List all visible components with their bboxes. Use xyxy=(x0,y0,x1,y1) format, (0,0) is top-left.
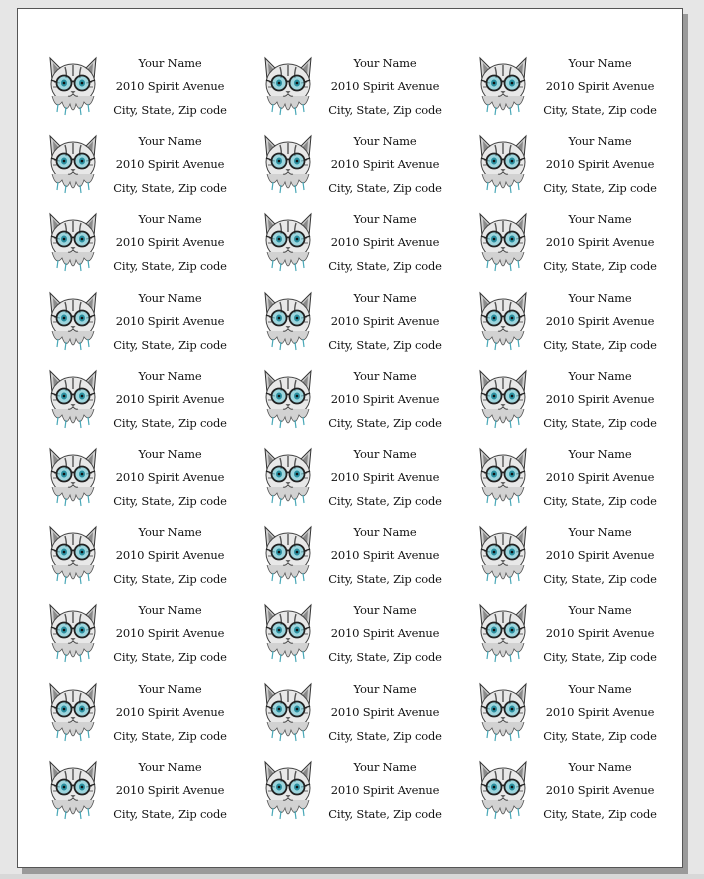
address-label xyxy=(448,129,663,207)
label-street: 2010 Spirit Avenue xyxy=(545,704,655,719)
cat-with-glasses-icon xyxy=(470,365,536,431)
cat-with-glasses-icon xyxy=(40,678,106,744)
label-city: City, State, Zip code xyxy=(113,572,227,587)
address-label xyxy=(18,51,233,129)
cat-with-glasses-icon xyxy=(255,365,321,431)
label-city: City, State, Zip code xyxy=(113,259,227,274)
label-street: 2010 Spirit Avenue xyxy=(115,782,225,797)
label-street: 2010 Spirit Avenue xyxy=(330,313,440,328)
label-street: 2010 Spirit Avenue xyxy=(115,79,225,93)
label-city: City, State, Zip code xyxy=(543,337,657,352)
label-grid xyxy=(18,9,682,867)
label-city: City, State, Zip code xyxy=(113,103,227,117)
label-name: Your Name xyxy=(138,759,202,774)
cat-with-glasses-icon xyxy=(255,678,321,744)
label-name: Your Name xyxy=(353,603,417,618)
address-label xyxy=(448,677,663,755)
address-label xyxy=(233,677,448,755)
label-street: 2010 Spirit Avenue xyxy=(545,548,655,563)
address-label xyxy=(18,520,233,598)
cat-with-glasses-icon xyxy=(470,678,536,744)
label-name: Your Name xyxy=(568,56,632,70)
label-name: Your Name xyxy=(353,759,417,774)
label-street: 2010 Spirit Avenue xyxy=(115,391,225,406)
cat-with-glasses-icon xyxy=(255,287,321,353)
label-city: City, State, Zip code xyxy=(543,494,657,508)
cat-with-glasses-icon xyxy=(40,443,106,509)
cat-with-glasses-icon xyxy=(40,208,106,274)
label-city: City, State, Zip code xyxy=(328,415,442,430)
label-name: Your Name xyxy=(138,290,202,305)
label-name: Your Name xyxy=(568,759,632,774)
cat-with-glasses-icon xyxy=(255,521,321,587)
label-street: 2010 Spirit Avenue xyxy=(330,704,440,719)
label-city: City, State, Zip code xyxy=(113,494,227,508)
cat-with-glasses-icon xyxy=(40,521,106,587)
cat-with-glasses-icon xyxy=(40,287,106,353)
label-city: City, State, Zip code xyxy=(328,728,442,743)
label-name: Your Name xyxy=(568,525,632,540)
label-name: Your Name xyxy=(353,368,417,383)
address-label xyxy=(233,286,448,364)
label-city: City, State, Zip code xyxy=(543,415,657,430)
cat-with-glasses-icon xyxy=(255,130,321,196)
label-name: Your Name xyxy=(353,212,417,227)
label-name: Your Name xyxy=(353,290,417,305)
label-street: 2010 Spirit Avenue xyxy=(330,235,440,250)
cat-with-glasses-icon xyxy=(40,130,106,196)
label-street: 2010 Spirit Avenue xyxy=(115,157,225,172)
label-street: 2010 Spirit Avenue xyxy=(115,235,225,250)
label-city: City, State, Zip code xyxy=(113,650,227,665)
cat-with-glasses-icon xyxy=(470,521,536,587)
label-city: City, State, Zip code xyxy=(328,259,442,274)
address-label xyxy=(18,598,233,676)
label-city: City, State, Zip code xyxy=(328,181,442,196)
label-street: 2010 Spirit Avenue xyxy=(545,313,655,328)
address-label xyxy=(233,755,448,833)
label-name: Your Name xyxy=(138,603,202,618)
label-street: 2010 Spirit Avenue xyxy=(115,704,225,719)
address-label xyxy=(448,364,663,442)
address-label xyxy=(233,442,448,520)
cat-with-glasses-icon xyxy=(470,130,536,196)
label-street: 2010 Spirit Avenue xyxy=(115,626,225,641)
label-name: Your Name xyxy=(568,603,632,618)
label-street: 2010 Spirit Avenue xyxy=(545,391,655,406)
address-label xyxy=(233,364,448,442)
label-name: Your Name xyxy=(568,290,632,305)
label-name: Your Name xyxy=(353,681,417,696)
label-name: Your Name xyxy=(568,212,632,227)
cat-with-glasses-icon xyxy=(255,756,321,822)
address-label xyxy=(233,598,448,676)
label-street: 2010 Spirit Avenue xyxy=(115,470,225,484)
address-label xyxy=(233,207,448,285)
label-city: City, State, Zip code xyxy=(543,103,657,117)
address-label xyxy=(18,129,233,207)
label-city: City, State, Zip code xyxy=(328,572,442,587)
cat-with-glasses-icon xyxy=(470,443,536,509)
label-street: 2010 Spirit Avenue xyxy=(545,157,655,172)
label-name: Your Name xyxy=(353,525,417,540)
address-label xyxy=(18,677,233,755)
cat-with-glasses-icon xyxy=(470,756,536,822)
address-label xyxy=(448,207,663,285)
address-label xyxy=(233,129,448,207)
address-label xyxy=(448,520,663,598)
address-label xyxy=(448,598,663,676)
address-label xyxy=(233,520,448,598)
label-name: Your Name xyxy=(138,134,202,149)
label-name: Your Name xyxy=(353,134,417,149)
cat-with-glasses-icon xyxy=(470,208,536,274)
label-city: City, State, Zip code xyxy=(113,806,227,821)
label-city: City, State, Zip code xyxy=(113,337,227,352)
label-name: Your Name xyxy=(138,212,202,227)
address-label xyxy=(18,755,233,833)
label-name: Your Name xyxy=(353,56,417,70)
cat-with-glasses-icon xyxy=(470,52,536,118)
address-label xyxy=(448,286,663,364)
address-label xyxy=(18,364,233,442)
label-name: Your Name xyxy=(568,368,632,383)
label-city: City, State, Zip code xyxy=(328,494,442,508)
cat-with-glasses-icon xyxy=(40,756,106,822)
label-name: Your Name xyxy=(568,447,632,461)
label-name: Your Name xyxy=(138,56,202,70)
label-city: City, State, Zip code xyxy=(543,181,657,196)
label-city: City, State, Zip code xyxy=(543,259,657,274)
cat-with-glasses-icon xyxy=(255,208,321,274)
label-street: 2010 Spirit Avenue xyxy=(545,782,655,797)
address-label xyxy=(233,51,448,129)
label-street: 2010 Spirit Avenue xyxy=(330,548,440,563)
label-sheet xyxy=(17,8,683,868)
label-name: Your Name xyxy=(138,447,202,461)
label-street: 2010 Spirit Avenue xyxy=(330,470,440,484)
label-street: 2010 Spirit Avenue xyxy=(115,313,225,328)
label-name: Your Name xyxy=(568,681,632,696)
label-city: City, State, Zip code xyxy=(543,572,657,587)
address-label xyxy=(18,442,233,520)
label-city: City, State, Zip code xyxy=(328,806,442,821)
label-name: Your Name xyxy=(138,525,202,540)
label-city: City, State, Zip code xyxy=(113,728,227,743)
address-label xyxy=(18,286,233,364)
cat-with-glasses-icon xyxy=(255,599,321,665)
label-street: 2010 Spirit Avenue xyxy=(545,470,655,484)
label-street: 2010 Spirit Avenue xyxy=(330,626,440,641)
cat-with-glasses-icon xyxy=(40,52,106,118)
label-city: City, State, Zip code xyxy=(113,181,227,196)
bottom-scroll-area xyxy=(0,874,704,879)
label-name: Your Name xyxy=(138,681,202,696)
label-street: 2010 Spirit Avenue xyxy=(330,157,440,172)
cat-with-glasses-icon xyxy=(470,599,536,665)
label-street: 2010 Spirit Avenue xyxy=(545,626,655,641)
address-label xyxy=(448,442,663,520)
label-name: Your Name xyxy=(138,368,202,383)
label-street: 2010 Spirit Avenue xyxy=(545,79,655,93)
label-street: 2010 Spirit Avenue xyxy=(115,548,225,563)
label-name: Your Name xyxy=(568,134,632,149)
label-city: City, State, Zip code xyxy=(113,415,227,430)
label-city: City, State, Zip code xyxy=(328,103,442,117)
label-street: 2010 Spirit Avenue xyxy=(330,79,440,93)
address-label xyxy=(448,755,663,833)
label-city: City, State, Zip code xyxy=(543,806,657,821)
label-city: City, State, Zip code xyxy=(543,728,657,743)
cat-with-glasses-icon xyxy=(40,599,106,665)
cat-with-glasses-icon xyxy=(255,52,321,118)
cat-with-glasses-icon xyxy=(470,287,536,353)
label-city: City, State, Zip code xyxy=(328,337,442,352)
label-street: 2010 Spirit Avenue xyxy=(545,235,655,250)
cat-with-glasses-icon xyxy=(255,443,321,509)
label-street: 2010 Spirit Avenue xyxy=(330,391,440,406)
label-street: 2010 Spirit Avenue xyxy=(330,782,440,797)
label-city: City, State, Zip code xyxy=(543,650,657,665)
address-label xyxy=(448,51,663,129)
label-city: City, State, Zip code xyxy=(328,650,442,665)
cat-with-glasses-icon xyxy=(40,365,106,431)
label-name: Your Name xyxy=(353,447,417,461)
address-label xyxy=(18,207,233,285)
